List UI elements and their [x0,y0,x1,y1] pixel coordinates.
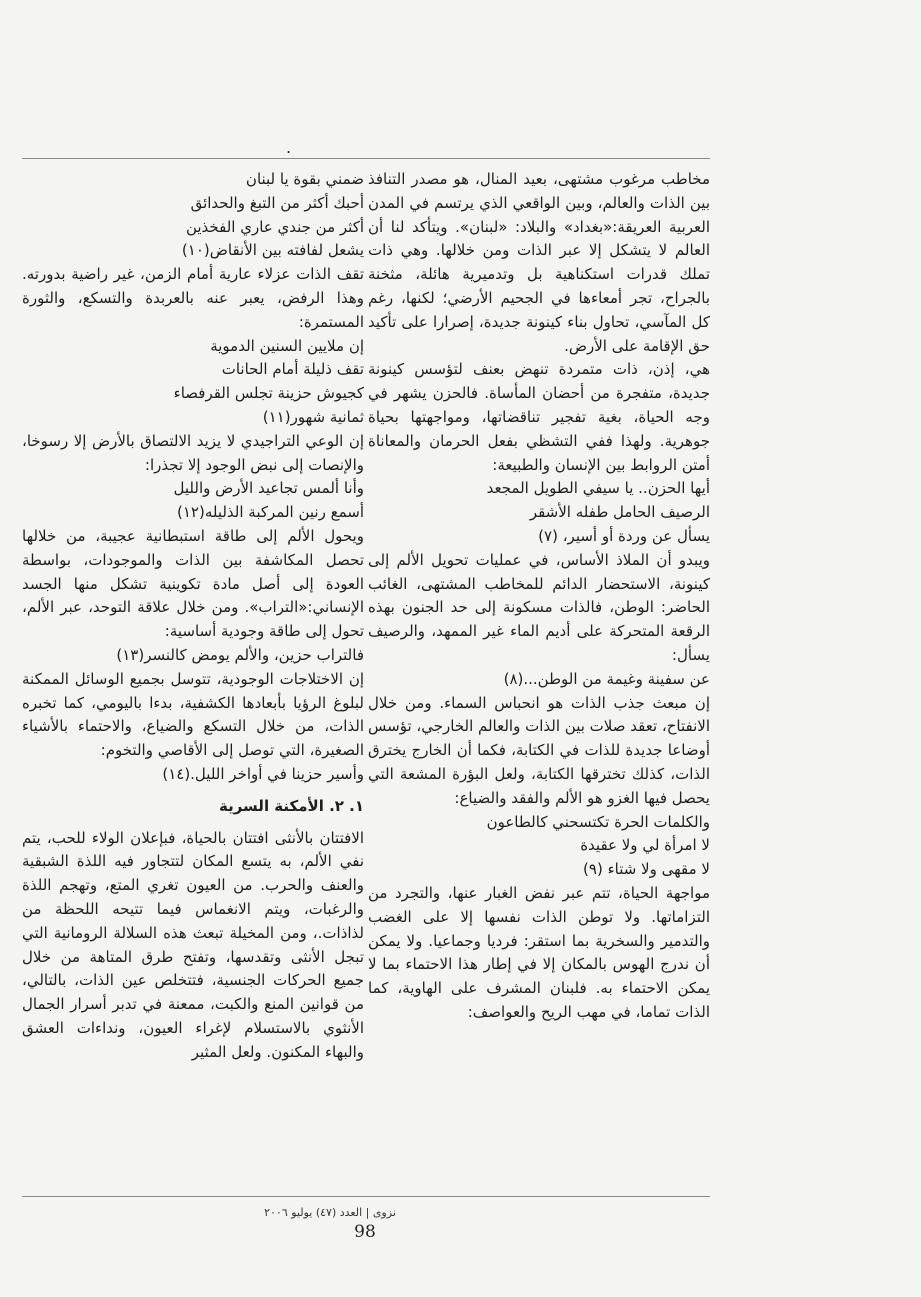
verse-line: لا مقهى ولا شتاء (٩) [583,860,710,879]
page-number: 98 [354,1222,376,1242]
paragraph: إن مبعث جذب الذات هو انحباس السماء. ومن خلال الانفتاح، تعقد صلات بين الذات والعالم الخارجي، تؤسس أوضاعا جديدة للذات في الكتابة، فكما أن الخارج يخترق الذات، كذلك تخترقها الكتابة، ولعل البؤرة المشعة التي يحصل فيها الغزو هو الألم والفقد والضياع: [368,693,710,807]
bottom-rule [22,1196,710,1197]
verse-line: يسأل عن وردة أو أسير، (٧) [538,526,710,545]
right-column [368,168,710,1188]
verse-line: عن سفينة وغيمة من الوطن...(٨) [503,669,710,688]
verse-line: وأنا ألمس تجاعيد الأرض والليل [173,479,364,498]
verse-line: تقف ذليلة أمام الحانات [221,360,364,379]
verse-line: أكثر من جندي عاري الفخذين [185,217,364,236]
verse-line: لا امرأة لي ولا عقيدة [580,836,710,855]
verse-line: كجيوش حزينة تجلس القرفصاء [173,384,364,403]
header-mark: . [286,138,292,157]
paragraph: مخاطب مرغوب مشتهى، بعيد المنال، هو مصدر التنافذ بين الذات والعالم، وبين الواقعي الذي يرتسم في المدن العربية العريقة:«بغداد» والبلاد: «لبنان». ويتأكد لنا أن العالم لا يتشكل إلا عبر الذات ومن خلالها. وهي ذات تملك قدرات استكناهية بل وتدميرية هائلة، مثخنة بالجراح، تجر أمعاءها في الجحيم الأرضي؛ لكنها، رغم كل المآسي، تحاول بناء كينونة جديدة، إصرارا على تأكيد حق الإقامة على الأرض. [368,170,710,355]
left-column [22,168,364,1188]
verse-line: فالتراب حزين، والألم يومض كالنسر(١٣) [116,645,364,664]
verse-line: يشعل لفافته بين الأنقاض(١٠) [181,241,364,260]
verse-line: أحبك أكثر من التبغ والحدائق [190,193,364,212]
verse-line: الرصيف الحامل طفله الأشقر [529,503,710,522]
section-heading: ١. ٢. الأمكنة السرية [218,796,364,815]
paragraph: إن الوعي التراجيدي لا يزيد الالتصاق بالأرض إلا رسوخا، والإنصات إلى نبض الوجود إلا تجذرا: [22,431,364,474]
verse-line: ضمني بقوة يا لبنان [245,170,364,188]
verse-line: وأسير حزينا في أواخر الليل.(١٤) [162,764,364,783]
footer-issue-info: نزوى | العدد (٤٧) يوليو ٢٠٠٦ [264,1206,396,1219]
paragraph: ويحول الألم إلى طاقة استبطانية عجيبة، من خلالها تحصل المكاشفة بين الذات والموجودات، بواسطة العودة إلى أصل مادة تكوينية تشكل منها الجسد الإنساني:«التراب». ومن خلال علاقة التوحد، عبر الألم، تحول إلى طاقة وجودية أساسية: [22,526,364,641]
paragraph: مواجهة الحياة، تتم عبر نفض الغبار عنها، والتجرد من التزاماتها. ولا توطن الذات نفسها إلا على الغضب والتدمير والسخرية بما استقر: فرديا وجماعيا. ولا يمكن أن ندرج الهوس بالمكان إلا في إطار هذا الاحتماء بما لا يمكن الاحتماء به. فلبنان المشرف على الهاوية، كما الذات تماما، في مهب الريح والعواصف: [368,883,710,1021]
paragraph: تقف الذات عزلاء عارية أمام الزمن، غير راضية بدورته. وهذا الرفض، يعبر عنه بالعربدة والتسكع، والثورة المستمرة: [22,265,364,331]
paragraph: هي، إذن، ذات متمردة تنهض بعنف لتؤسس كينونة جديدة، متفجرة من أحضان المأساة. فالحزن يشهر في وجه الحياة، بغية تفجير تناقضاتها، ومواجهتها بحياة جوهرية. ولهذا ففي التشظي بفعل الحرمان والمعاناة أمتن الروابط بين الإنسان والطبيعة: [368,360,710,474]
verse-line: ثمانية شهور(١١) [262,407,364,426]
verse-line: والكلمات الحرة تكتسحني كالطاعون [486,812,710,831]
verse-line: أيها الحزن.. يا سيفي الطويل المجعد [486,479,710,498]
paragraph: الافتتان بالأنثى افتتان بالحياة، فبإعلان الولاء للحب، يتم نفي الألم، به يتسع المكان لتتجاور فيه اللذة الشبقية والعنف والحرب. من العيون تغري المتع، وتهجم اللذة والرغبات، ويتم الانغماس فيما تتيحه اللحظة من لذاذات.، ومن المخيلة تبعث هذه السلالة الرومانية التي تبجل الأنثى وتقدسها، وتفتح طرق المتاهة من خلال جميع الحركات الجنسية، فتتخلص عين الذات، بالتالي، من قوانين المنع والكبت، ممعنة في تدبر أسرار الجمال الأنثوي بالاستسلام لإغراء العيون، ونداءات العشق والبهاء المكنون. ولعل المثير [22,828,364,1061]
verse-line: أسمع رنين المركبة الذليله(١٢) [176,503,364,522]
paragraph: ويبدو أن الملاذ الأساس، في عمليات تحويل الألم إلى كينونة، الاستحضار الدائم للمخاطب المشتهى، الغائب الحاضر: الوطن، فالذات مسكونة إلى حد الجنون بهذه الرقعة المتحركة على أديم الماء غير الممهد، والرصيف يسأل: [368,550,710,664]
verse-line: إن ملايين السنين الدموية [210,336,364,355]
top-rule [22,158,710,159]
paragraph: إن الاختلاجات الوجودية، تتوسل بجميع الوسائل الممكنة لبلوغ الرؤيا بأبعادها الكشفية، بدءا باليومي، كما تخبره الذات، من خلال التسكع والضياع، والاحتماء بالأشياء الصغيرة، التي توصل إلى الأقاصي والتخوم: [22,669,364,760]
